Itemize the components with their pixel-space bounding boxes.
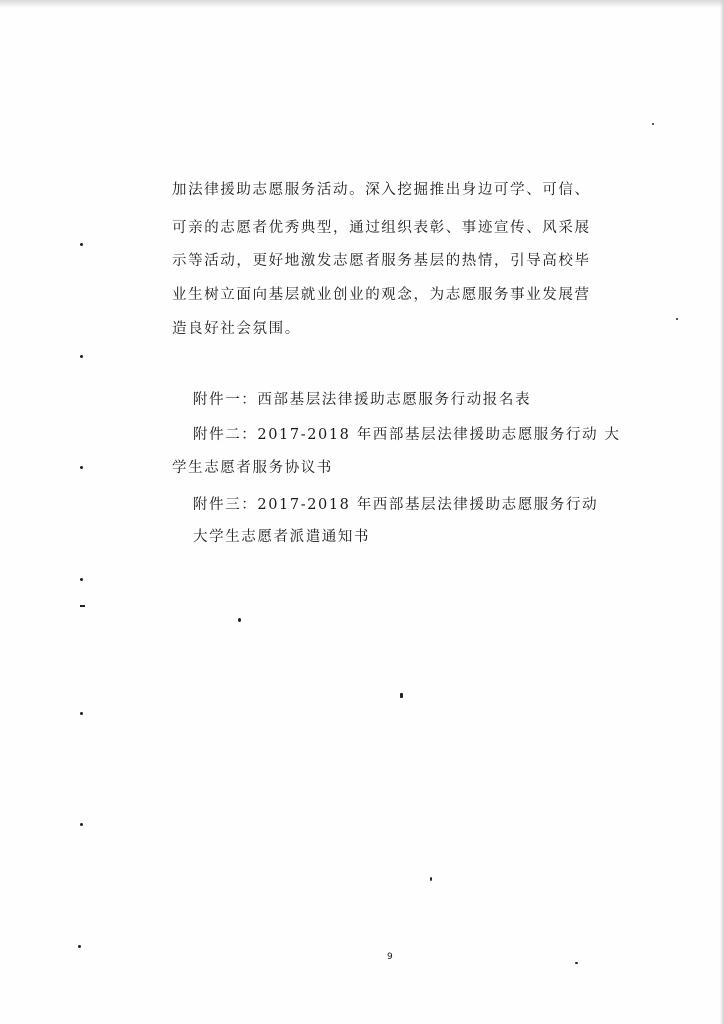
body-line: 可亲的志愿者优秀典型，通过组织表彰、事迹宣传、风采展 xyxy=(172,220,591,236)
attachment-3-line-2: 大学生志愿者派遣通知书 xyxy=(193,529,371,545)
scan-speck xyxy=(652,123,654,125)
body-line: 业生树立面向基层就业创业的观念，为志愿服务事业发展营 xyxy=(172,287,591,303)
attachment-2-line-1: 附件二：2017-2018 年西部基层法律援助志愿服务行动 大 xyxy=(193,427,621,443)
scan-speck xyxy=(78,945,81,948)
scan-speck xyxy=(575,962,578,964)
scan-speck xyxy=(430,877,432,881)
scan-speck xyxy=(80,712,83,715)
attachment-1: 附件一：西部基层法律援助志愿服务行动报名表 xyxy=(193,392,532,408)
attachment-3-line-1: 附件三：2017-2018 年西部基层法律援助志愿服务行动 xyxy=(193,497,599,513)
attachment-2-line-2: 学生志愿者服务协议书 xyxy=(172,460,333,476)
body-line: 加法律援助志愿服务活动。深入挖掘推出身边可学、可信、 xyxy=(172,182,591,198)
body-line: 造良好社会氛围。 xyxy=(172,321,301,337)
scan-speck xyxy=(80,823,83,826)
scan-speck xyxy=(80,466,83,469)
scan-speck xyxy=(80,355,83,358)
scan-speck xyxy=(238,618,241,622)
scan-speck xyxy=(80,243,83,246)
scan-speck xyxy=(80,605,85,607)
scan-speck xyxy=(400,693,403,698)
page-number: 9 xyxy=(387,952,393,962)
scan-speck xyxy=(80,578,83,581)
body-line: 示等活动，更好地激发志愿者服务基层的热情，引导高校毕 xyxy=(172,253,591,269)
scan-speck xyxy=(676,318,678,320)
scan-top-edge xyxy=(0,0,724,8)
scan-right-edge xyxy=(720,0,724,1024)
